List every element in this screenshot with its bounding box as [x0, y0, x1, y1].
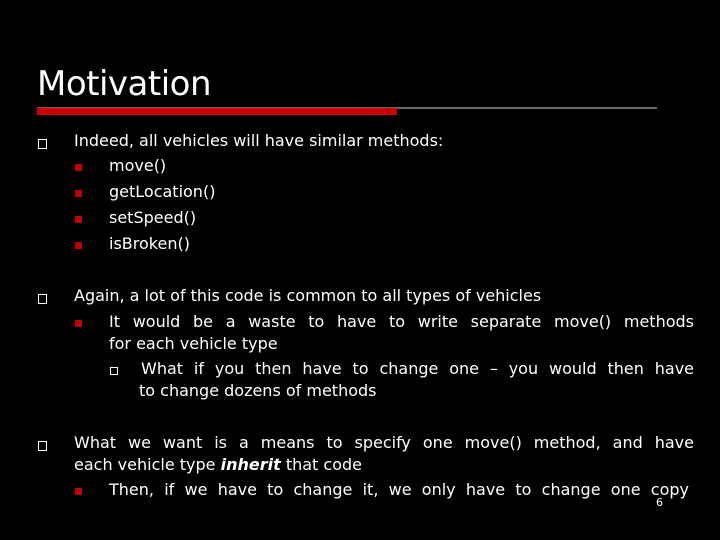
bullet-2-subsub-line-1: What if you then have to change one – you would then have: [141, 359, 694, 378]
slide-title: Motivation: [37, 64, 211, 104]
bullet-1-text: Indeed, all vehicles will have similar methods:: [74, 131, 444, 150]
red-square-bullet-icon: [75, 216, 82, 223]
red-square-bullet-icon: [75, 164, 82, 171]
hollow-square-bullet-icon: [38, 441, 47, 451]
hollow-square-bullet-icon: [110, 367, 118, 375]
bullet-3-line-2-c: that code: [285, 455, 362, 474]
bullet-1-sub-1: move(): [109, 156, 167, 175]
bullet-2-sub-line-2: for each vehicle type: [109, 334, 278, 353]
bullet-1-sub-2: getLocation(): [109, 182, 216, 201]
hollow-square-bullet-icon: [38, 294, 47, 304]
bullet-3-line-1: What we want is a means to specify one move() method, and have: [74, 433, 694, 452]
red-square-bullet-icon: [75, 190, 82, 197]
bullet-3-sub: Then, if we have to change it, we only have to change one copy: [109, 480, 689, 499]
bullet-1-sub-3: setSpeed(): [109, 208, 197, 227]
bullet-2-subsub-line-2: to change dozens of methods: [139, 381, 377, 400]
red-square-bullet-icon: [75, 242, 82, 249]
hollow-square-bullet-icon: [38, 139, 47, 149]
bullet-3-line-2-a: each vehicle type: [74, 455, 216, 474]
red-square-bullet-icon: [75, 488, 82, 495]
bullet-2-text: Again, a lot of this code is common to all types of vehicles: [74, 286, 542, 305]
bullet-3-line-2: [74, 454, 362, 476]
page-number: 6: [656, 496, 663, 509]
inherit-emphasis: inherit: [220, 455, 281, 474]
red-square-bullet-icon: [75, 320, 82, 327]
bullet-1-sub-4: isBroken(): [109, 234, 190, 253]
bullet-2-sub-line-1: It would be a waste to have to write separate move() methods: [109, 312, 694, 331]
